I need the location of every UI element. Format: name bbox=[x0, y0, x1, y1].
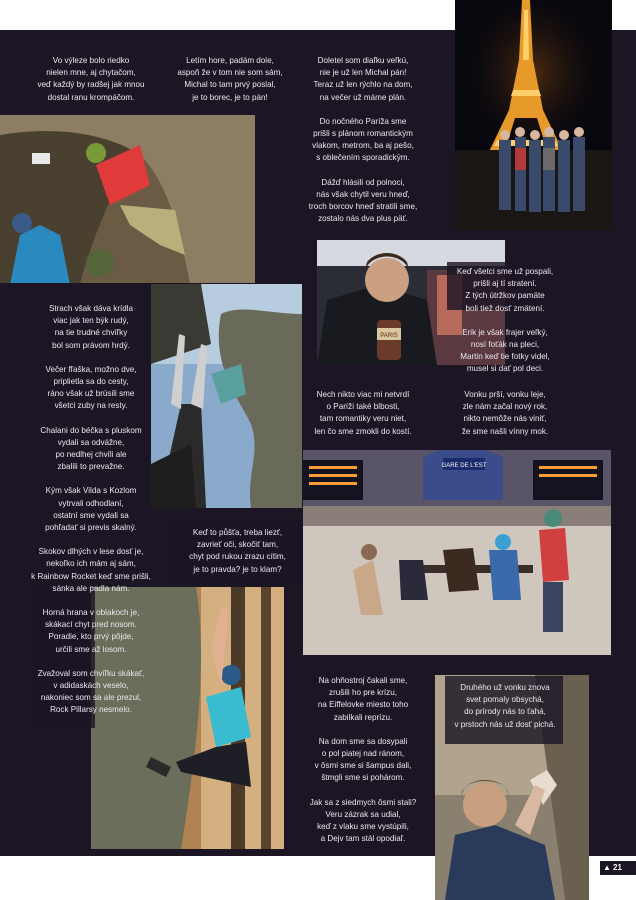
verse: Strach však dáva krídla viac jak ten býk rudý, na tie trudné chvíľky bol som právom hrdý. bbox=[48, 304, 134, 350]
verse: Druhého už vonku znova svet pomaly obsychá, do prírody nás to ťahá, v prstoch nás už dosť pichá. bbox=[454, 683, 556, 729]
page-number: 21 bbox=[613, 863, 622, 872]
verse-col2-mid bbox=[170, 527, 305, 576]
verse: Doletel som diaľku veľkú, nie je už len Michal pán! Teraz už len rýchlo na dom, na večer už máme plán. bbox=[313, 56, 413, 102]
train-station-photo bbox=[303, 450, 611, 655]
climber-from-below-photo bbox=[151, 284, 302, 508]
eiffel-tower-group-photo bbox=[455, 0, 612, 230]
verse-col4-mid bbox=[446, 389, 564, 438]
verse: Skokov dlhých v lese dosť je, nekoľko ich mám aj sám, k Rainbow Rocket keď sme prišli, sánka ale padla nám. bbox=[31, 547, 151, 593]
verse: Keď všetci sme už pospali, prišli aj tí stratení. Z tých útržkov pamäte boli tiež dosť zmätení. bbox=[456, 267, 554, 313]
mountain-logo-icon: ▲ bbox=[603, 863, 611, 872]
station-sign-text: GARE DE L'EST bbox=[441, 463, 487, 469]
verse: Do nočného Paríža sme prišli s plánom romantickým vlakom, metrom, ba aj pešo, s oblečením sporadickým. bbox=[312, 116, 414, 163]
verse: Keď to půšťa, treba liezť, zavrieť oči, skočiť tam, chyt pod rukou zrazu cítim, je to pravda? je to klam? bbox=[189, 528, 286, 574]
boulder-spotting-photo bbox=[0, 115, 255, 283]
verse: Chalani do béčka s pluskom vydali sa odvážne, po nedlhej chvíli ale zbalili to prevažne. bbox=[40, 425, 142, 472]
verse: Vonku prší, vonku leje, zle nám začal nový rok, nikto nemôže nás viniť, že sme našli vínny mok. bbox=[461, 390, 549, 436]
verse-col1-top bbox=[33, 55, 149, 104]
verse: Na ohňostroj čakali sme, zrušili ho pre krízu, na Eiffelovke miesto toho zabilkali reprízu. bbox=[317, 676, 409, 722]
verse: Nech nikto viac mi netvrdí o Paríži také blbosti, tam romantiky veru niet, len čo sme zmokli do kostí. bbox=[314, 390, 412, 436]
verse-col3-mid bbox=[305, 389, 421, 438]
verse: Večer fľaška, možno dve, priplietla sa do cesty, ráno však už brúsili sme všetci zuby na resty. bbox=[45, 364, 137, 411]
verse-col3-bottom bbox=[305, 675, 421, 845]
verse: Erik je však frajer veľký, nosí foťák na pleci, Martin keď tie fotky videl, musel si dať pol deci. bbox=[460, 327, 550, 374]
verse: Dážď hlásili od polnoci, nás však chytil veru hneď, troch borcov hneď stratili sme, zostalo nás dva plus päť. bbox=[308, 177, 418, 224]
verse-col2-top bbox=[172, 55, 288, 104]
verse: Horná hrana v oblakoch je, skákací chyt pred nosom. Poradie, kto prvý pôjde, určili sme až losom. bbox=[42, 608, 140, 654]
verse-col3-top bbox=[305, 55, 421, 225]
verse: Vo výleze bolo riedko nielen mne, aj chytačom, veď každý by radšej jak mnou dostal ranu krompáčom. bbox=[37, 56, 145, 102]
verse-col1-mid bbox=[30, 303, 152, 717]
page-number-badge bbox=[600, 861, 636, 875]
bottle-label-text: PARIS bbox=[380, 333, 398, 339]
verse-col4-bottom bbox=[446, 682, 564, 731]
verse: Letím hore, padám dole, aspoň že v tom nie som sám, Michal to tam prvý poslal, je to borec, je to pán! bbox=[177, 56, 283, 102]
verse: Zvažoval som chvíľku skákať, v adidaskách veselo, nakoniec som sa ale prezul, Rock Pillarsy nesmelo. bbox=[37, 668, 145, 715]
verse: Jak sa z siedmych ôsmi stali? Veru zázrak sa udial, keď z vlaku sme vystúpili, a Dejv tam stál opodiaľ. bbox=[309, 797, 417, 844]
verse-col4-a bbox=[446, 266, 564, 376]
verse: Kým však Vilda s Kozlom vytrvali odhodlaní, ostatní sme vydali sa pohľadať si previs skalný. bbox=[45, 486, 137, 533]
verse: Na dom sme sa dosypali o pol piatej nad ránom, v ôsmi sme si šampus dali, štmgli sme si pohárom. bbox=[314, 736, 412, 783]
